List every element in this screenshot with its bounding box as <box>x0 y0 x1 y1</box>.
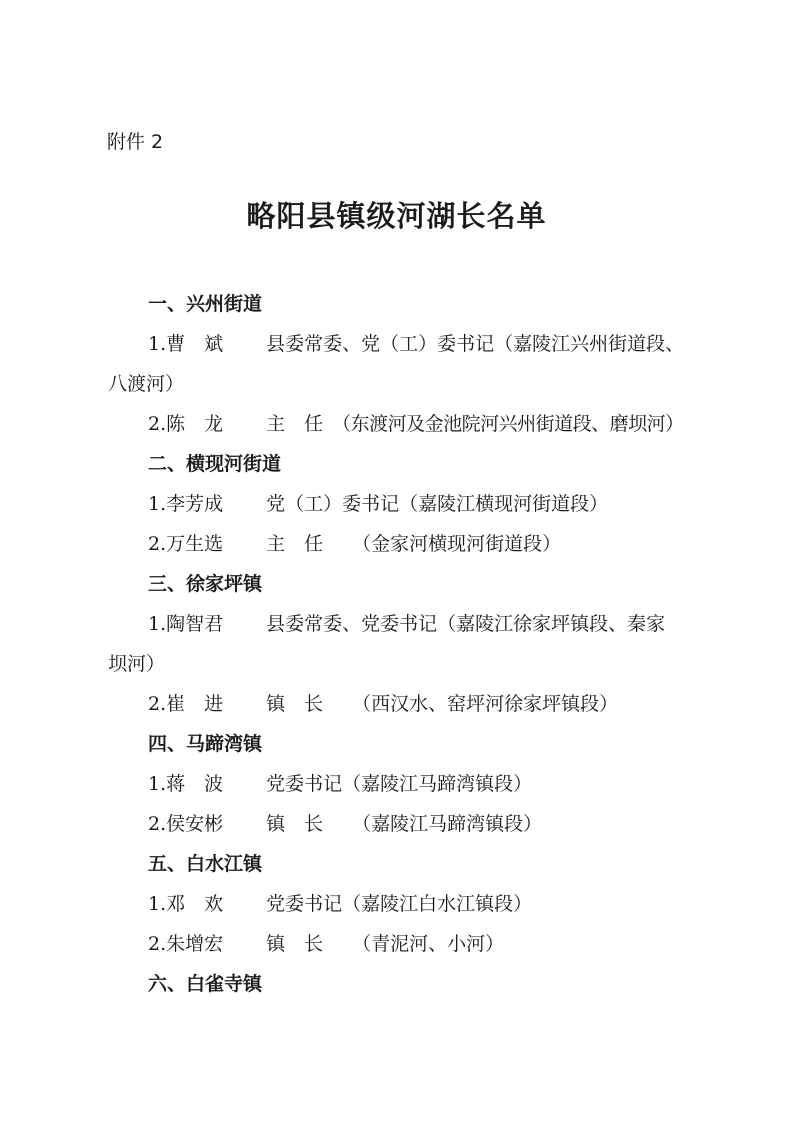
entry-number: 2. <box>148 933 167 955</box>
list-item <box>148 809 542 836</box>
section-heading: 五、白水江镇 <box>148 853 263 875</box>
entry-duty: （嘉陵江横现河街道段） <box>399 493 609 515</box>
entry-role: 镇 长 <box>266 813 324 835</box>
entry-duty: （嘉陵江马蹄湾镇段） <box>342 773 533 795</box>
entry-name: 陈 龙 <box>166 413 224 435</box>
list-item <box>148 609 665 636</box>
entry-number: 2. <box>148 693 167 715</box>
entry-number: 1. <box>148 893 167 915</box>
entry-name: 万生选 <box>166 533 224 555</box>
entry-name: 李芳成 <box>166 493 224 515</box>
entry-number: 2. <box>148 813 167 835</box>
page-title: 略阳县镇级河湖长名单 <box>246 199 547 233</box>
entry-number: 2. <box>148 533 167 555</box>
entry-name: 崔 进 <box>166 693 224 715</box>
entry-duty: （东渡河及金池院河兴州街道段、磨坝河） <box>332 413 684 435</box>
entry-name: 曹 斌 <box>166 333 224 355</box>
entry-role: 镇 长 <box>266 693 324 715</box>
list-item <box>148 889 532 916</box>
entry-number: 1. <box>148 493 167 515</box>
list-item <box>148 409 684 436</box>
entry-role: 党委书记 <box>266 893 343 915</box>
entry-duty: （嘉陵江兴州街道段、 <box>494 333 685 355</box>
list-item <box>148 769 532 796</box>
section-heading: 二、横现河街道 <box>148 453 282 475</box>
entry-role: 党（工）委书记 <box>266 493 400 515</box>
section-heading: 四、马蹄湾镇 <box>148 733 263 755</box>
entry-name: 侯安彬 <box>166 813 224 835</box>
entry-duty-continuation: 坝河） <box>108 653 166 675</box>
entry-role: 主 任 <box>266 413 324 435</box>
section-heading: 六、白雀寺镇 <box>148 973 263 995</box>
section-heading: 一、兴州街道 <box>148 293 263 315</box>
entry-name: 朱增宏 <box>166 933 224 955</box>
entry-duty-continuation: 八渡河） <box>108 373 185 395</box>
entry-name: 蒋 波 <box>166 773 224 795</box>
entry-duty: （嘉陵江马蹄湾镇段） <box>352 813 543 835</box>
entry-number: 1. <box>148 613 167 635</box>
list-item <box>148 689 618 716</box>
entry-role: 镇 长 <box>266 933 324 955</box>
entry-duty: （嘉陵江白水江镇段） <box>342 893 533 915</box>
entry-name: 邓 欢 <box>166 893 224 915</box>
list-item <box>148 489 608 516</box>
entry-duty: （嘉陵江徐家坪镇段、秦家 <box>437 613 666 635</box>
entry-number: 2. <box>148 413 167 435</box>
entry-number: 1. <box>148 333 167 355</box>
entry-name: 陶智君 <box>166 613 224 635</box>
attachment-label: 附件 2 <box>107 131 164 153</box>
list-item <box>148 929 504 956</box>
list-item <box>148 329 684 356</box>
entry-role: 党委书记 <box>266 773 343 795</box>
section-heading: 三、徐家坪镇 <box>148 573 263 595</box>
entry-role: 县委常委、党（工）委书记 <box>266 333 495 355</box>
entry-role: 主 任 <box>266 533 324 555</box>
entry-number: 1. <box>148 773 167 795</box>
list-item <box>148 529 561 556</box>
entry-duty: （青泥河、小河） <box>352 933 505 955</box>
entry-role: 县委常委、党委书记 <box>266 613 438 635</box>
entry-duty: （西汉水、窑坪河徐家坪镇段） <box>352 693 619 715</box>
entry-duty: （金家河横现河街道段） <box>352 533 562 555</box>
